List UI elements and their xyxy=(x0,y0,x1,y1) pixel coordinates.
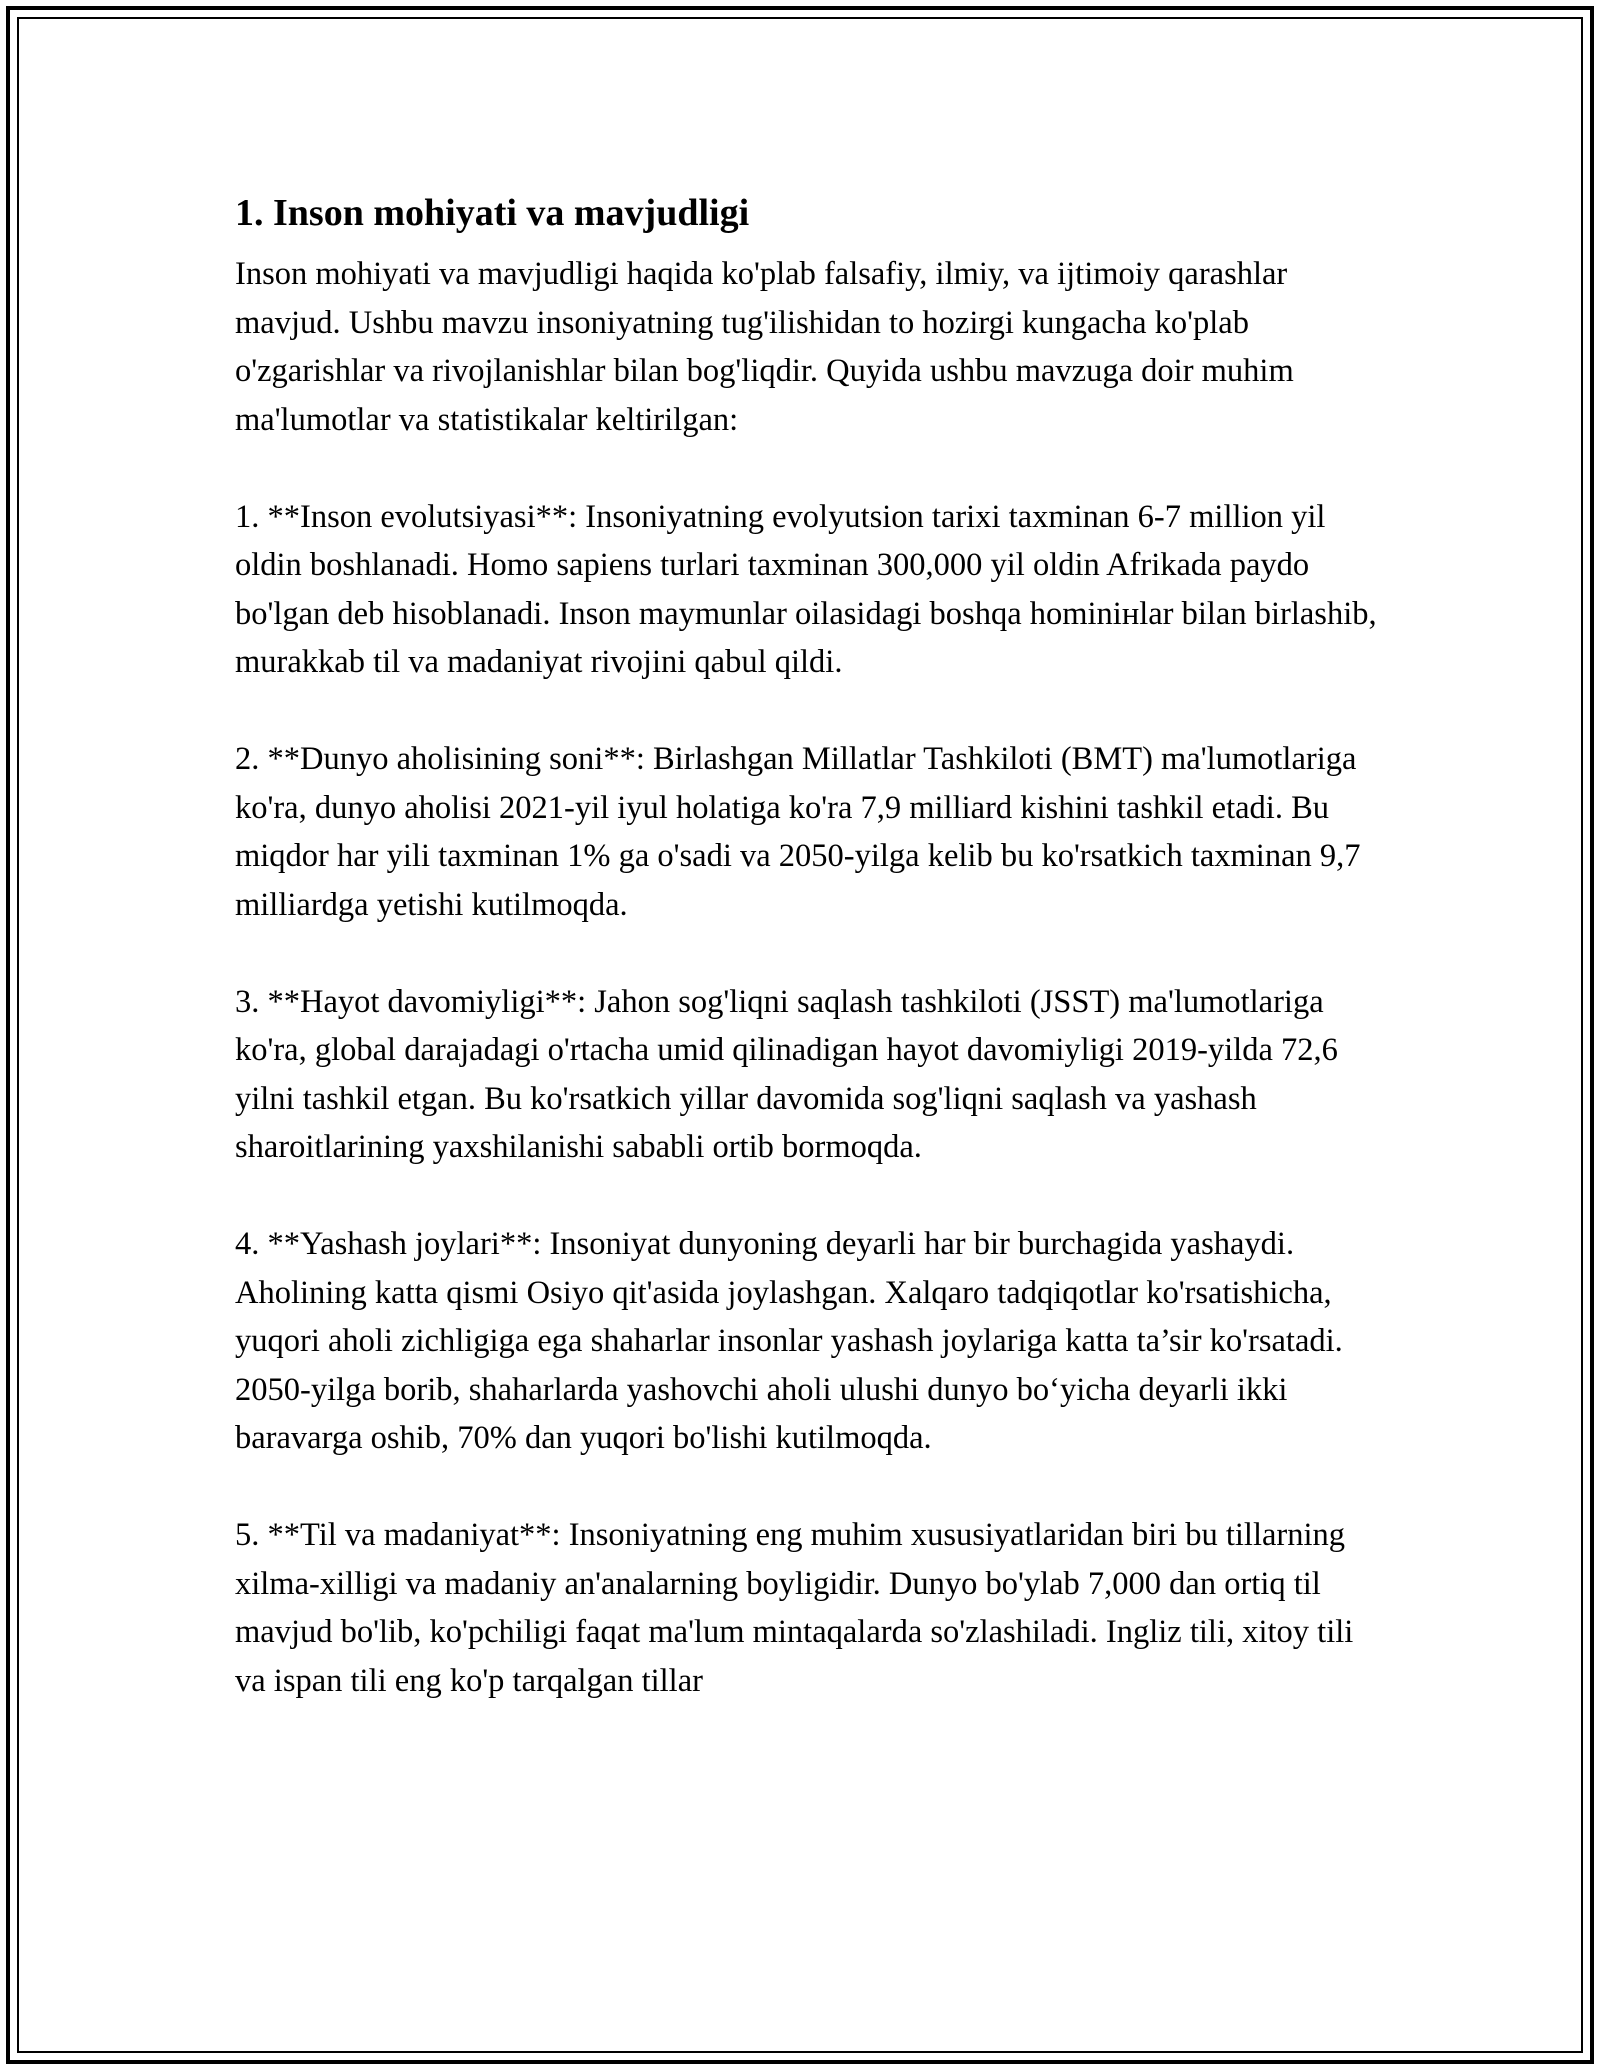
intro-paragraph: Inson mohiyati va mavjudligi haqida ko'plab falsafiy, ilmiy, va ijtimoiy qarashlar mavjud. Ushbu mavzu insoniyatning tug'ilishidan to hozirgi kungacha ko'plab o'zgarishlar va rivojlanishlar bilan bog'liqdir. Quyida ushbu mavzuga doir muhim ma'lumotlar va statistikalar keltirilgan: xyxy=(235,256,1294,438)
list-item-population: 2. **Dunyo aholisining soni**: Birlashgan Millatlar Tashkiloti (BMT) ma'lumotlariga ko'ra, dunyo aholisi 2021-yil iyul holatiga ko'ra 7,9 milliard kishini tashkil etadi. Bu miqdor har yili taxminan 1% ga o'sadi va 2050-yilga kelib bu ko'rsatkich taxminan 9,7 milliardga yetishi kutilmoqda. xyxy=(235,741,1361,923)
list-item-language-culture: 5. **Til va madaniyat**: Insoniyatning eng muhim xususiyatlaridan biri bu tillarning xilma-xilligi va madaniy an'analarning boyligidir. Dunyo bo'ylab 7,000 dan ortiq til mavjud bo'lib, ko'pchiligi faqat ma'lum mintaqalarda so'zlashiladi. Ingliz tili, xitoy tili va ispan tili eng ko'p tarqalgan tillar xyxy=(235,1517,1354,1699)
document-body xyxy=(235,188,1385,1754)
section-heading: 1. Inson mohiyati va mavjudligi xyxy=(235,192,750,234)
list-item-habitats: 4. **Yashash joylari**: Insoniyat dunyoning deyarli har bir burchagida yashaydi. Aholining katta qismi Osiyo qit'asida joylashgan. Xalqaro tadqiqotlar ko'rsatishicha, yuqori aholi zichligiga ega shaharlar insonlar yashash joylariga katta ta’sir ko'rsatadi. 2050-yilga borib, shaharlarda yashovchi aholi ulushi dunyo bo‘yicha deyarli ikki baravarga oshib, 70% dan yuqori bo'lishi kutilmoqda. xyxy=(235,1226,1343,1456)
list-item-life-expectancy: 3. **Hayot davomiyligi**: Jahon sog'liqni saqlash tashkiloti (JSST) ma'lumotlariga ko'ra, global darajadagi o'rtacha umid qilinadigan hayot davomiyligi 2019-yilda 72,6 yilni tashkil etgan. Bu ko'rsatkich yillar davomida sog'liqni saqlash va yashash sharoitlarining yaxshilanishi sababli ortib bormoqda. xyxy=(235,983,1338,1165)
list-item-evolution: 1. **Inson evolutsiyasi**: Insoniyatning evolyutsion tarixi taxminan 6-7 million yil oldin boshlanadi. Homo sapiens turlari taxminan 300,000 yil oldin Afrikada paydo bo'lgan deb hisoblanadi. Inson maymunlar oilasidagi boshqa hominінlar bilan birlashib, murakkab til va madaniyat rivojini qabul qildi. xyxy=(235,498,1377,680)
